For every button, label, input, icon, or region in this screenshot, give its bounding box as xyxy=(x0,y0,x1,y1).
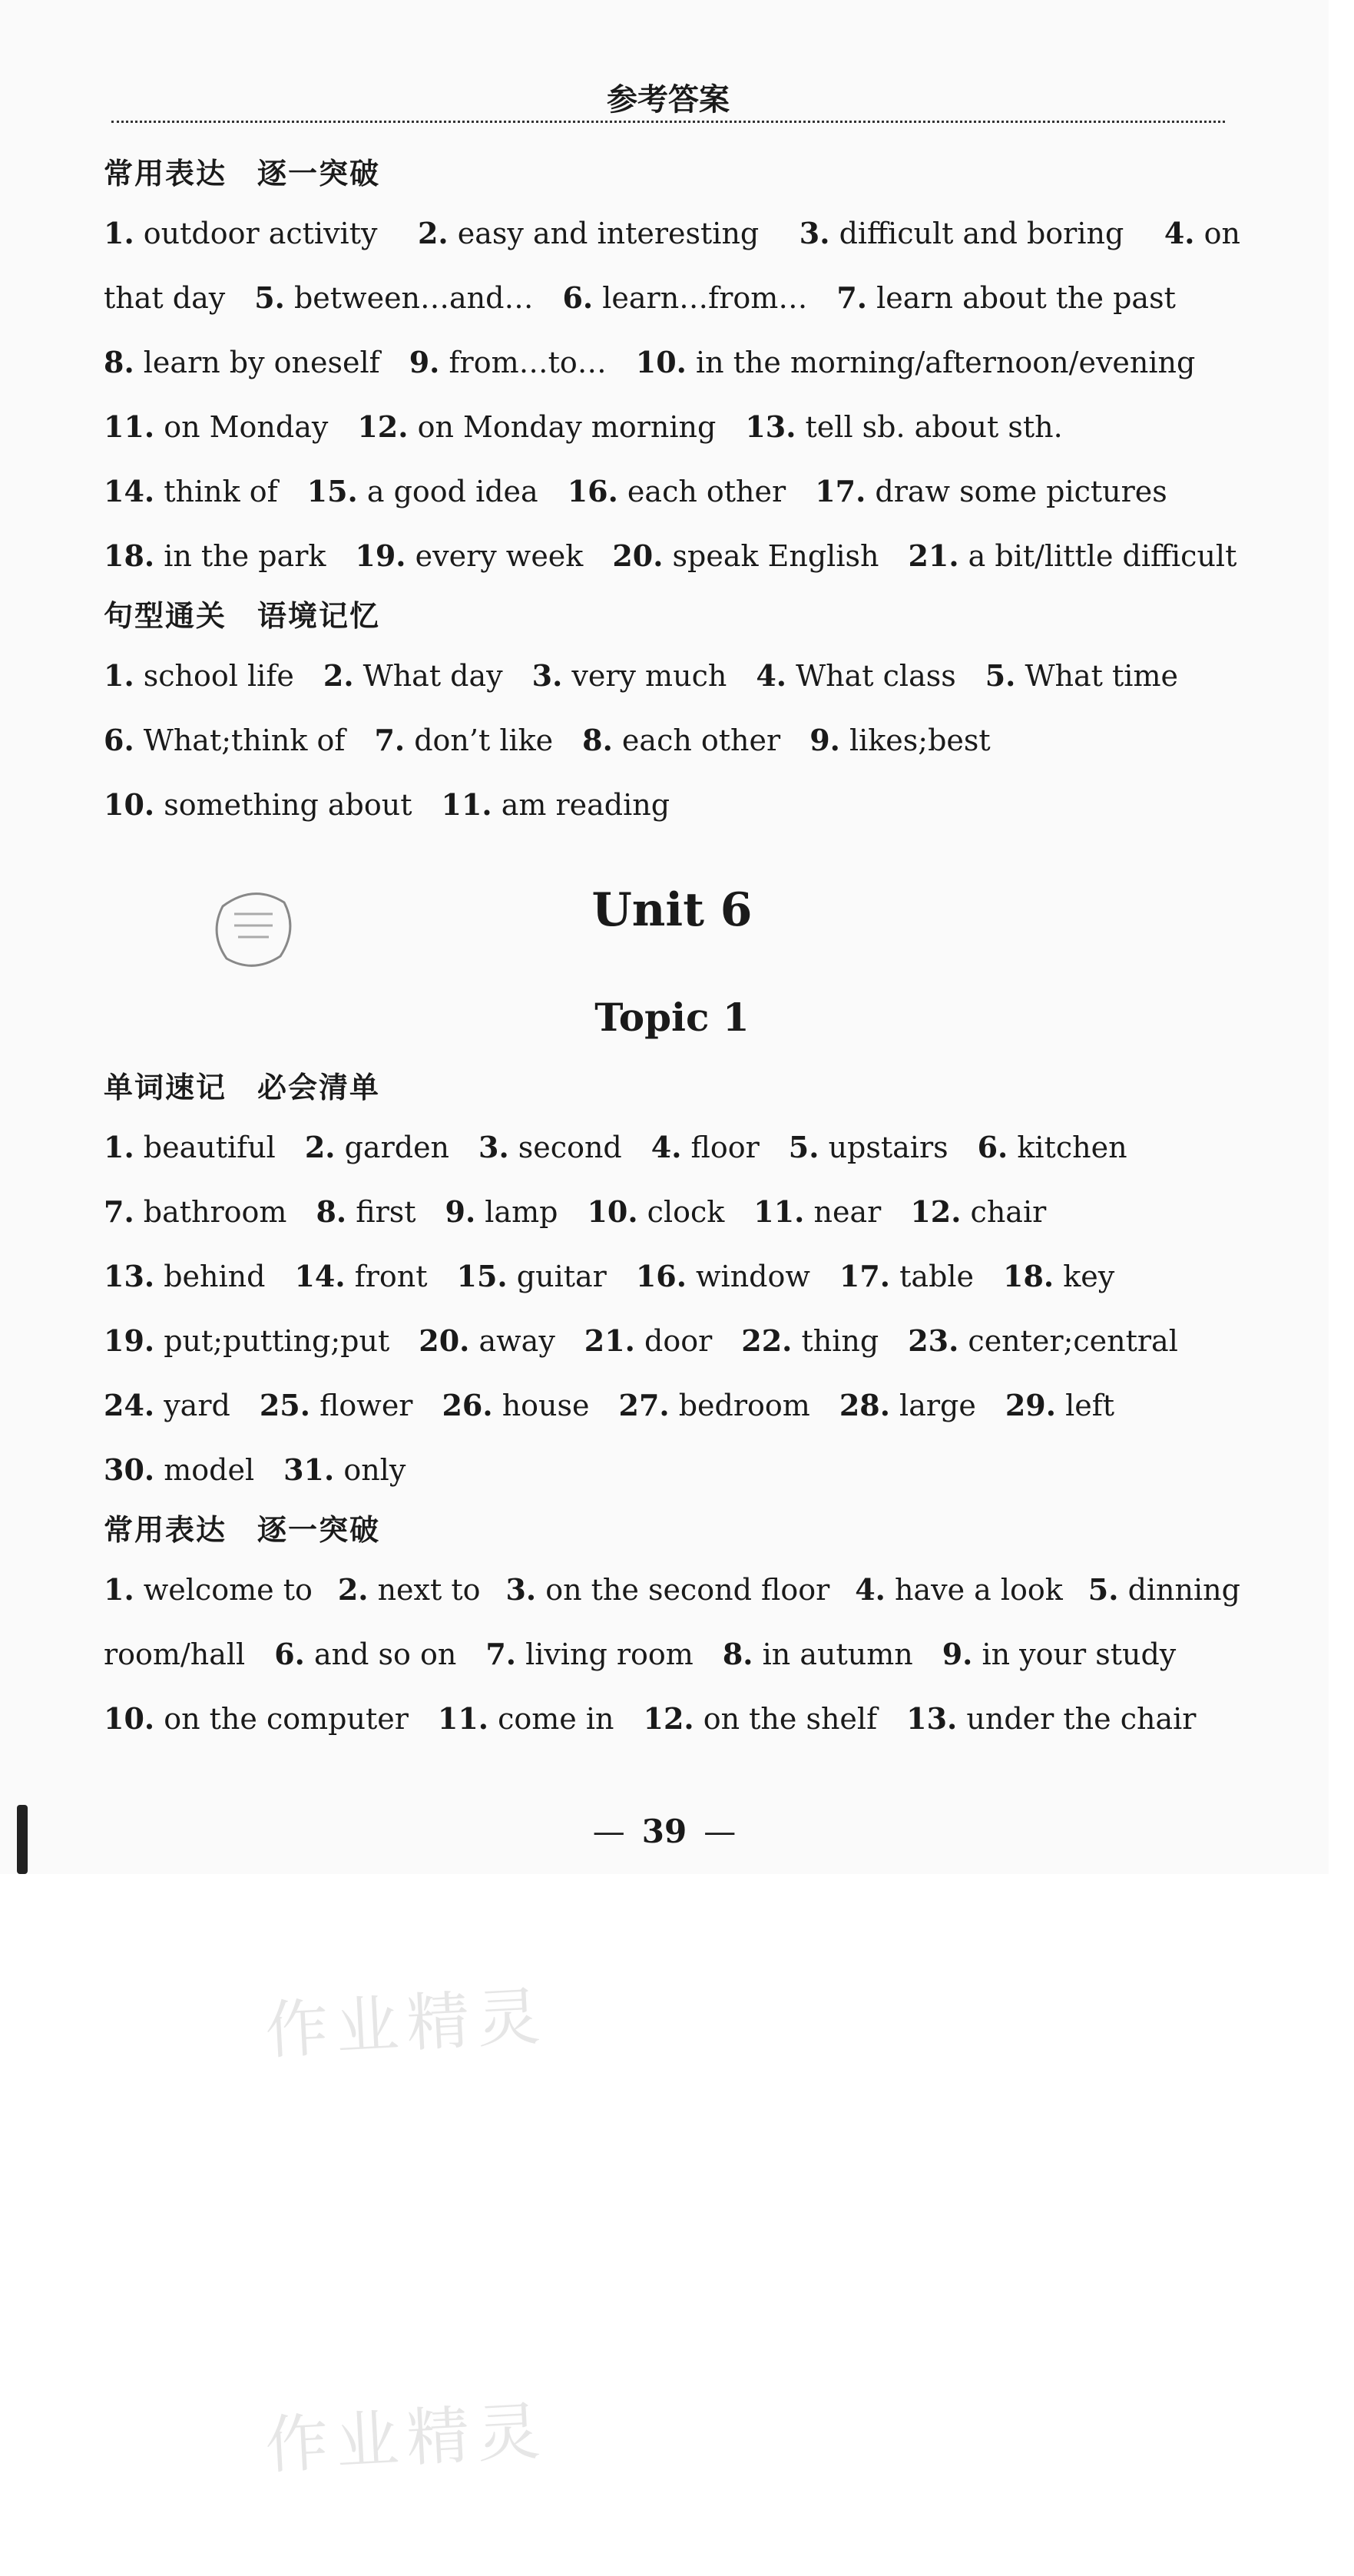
answer-item xyxy=(104,410,328,444)
answer-item xyxy=(985,659,1178,693)
answer-item xyxy=(438,1702,614,1736)
answer-item xyxy=(582,723,780,757)
answer-text: clock xyxy=(647,1195,725,1229)
answer-number: 27. xyxy=(618,1388,670,1422)
answer-text: kitchen xyxy=(1017,1131,1127,1164)
answer-number: 12. xyxy=(910,1194,962,1229)
answer-number: 31. xyxy=(283,1452,335,1487)
answer-text: from…to… xyxy=(449,346,607,379)
answer-number: 7. xyxy=(485,1637,516,1671)
answer-number: 4. xyxy=(855,1572,886,1607)
answer-item xyxy=(568,475,786,508)
answer-item xyxy=(809,723,990,757)
answer-text: under the chair xyxy=(966,1702,1197,1736)
answer-item xyxy=(104,1702,409,1736)
answer-text: upstairs xyxy=(828,1131,948,1164)
answer-text: that day xyxy=(104,281,226,315)
answer-text: bedroom xyxy=(678,1389,810,1422)
stamp-logo-icon xyxy=(207,883,300,975)
answer-text: front xyxy=(354,1260,428,1293)
answer-number: 20. xyxy=(419,1323,470,1358)
answer-text: table xyxy=(899,1260,975,1293)
answer-item xyxy=(104,723,345,757)
answer-item xyxy=(836,281,1176,315)
answer-line xyxy=(104,395,1240,459)
answer-item xyxy=(651,1131,760,1164)
answer-number: 5. xyxy=(788,1130,819,1164)
answer-number: 24. xyxy=(104,1388,155,1422)
answer-number: 26. xyxy=(442,1388,493,1422)
section-heading: 常用表达 逐一突破 xyxy=(104,157,381,190)
answer-item xyxy=(357,410,716,444)
answer-text: outdoor activity xyxy=(143,217,378,250)
answer-text: first xyxy=(356,1195,416,1229)
answer-text: am reading xyxy=(501,788,670,822)
answer-line xyxy=(104,644,1240,708)
answer-number: 5. xyxy=(985,658,1016,693)
answer-text: door xyxy=(644,1324,713,1358)
answer-text: chair xyxy=(970,1195,1047,1229)
answer-item xyxy=(723,1637,913,1671)
answer-item xyxy=(584,1324,712,1358)
answer-item xyxy=(815,475,1167,508)
answer-number: 12. xyxy=(643,1701,694,1736)
answer-line xyxy=(104,524,1240,588)
answer-number: 19. xyxy=(355,538,406,573)
answer-text: dinning xyxy=(1127,1573,1240,1607)
answer-text: near xyxy=(813,1195,882,1229)
answer-text: put;putting;put xyxy=(164,1324,390,1358)
topic-title: Topic 1 xyxy=(594,995,750,1040)
answer-item xyxy=(254,281,533,315)
answer-text: in your study xyxy=(982,1637,1177,1671)
answer-text: window xyxy=(696,1260,810,1293)
answer-number: 11. xyxy=(104,409,155,444)
answer-text: a good idea xyxy=(366,475,538,508)
answer-text: floor xyxy=(690,1131,760,1164)
answer-item xyxy=(104,1131,276,1164)
answer-number: 2. xyxy=(304,1130,336,1164)
answer-item xyxy=(908,539,1236,573)
answer-number: 2. xyxy=(323,658,354,693)
answer-item xyxy=(419,1324,555,1358)
answer-text: on the second floor xyxy=(545,1573,830,1607)
answer-number: 15. xyxy=(456,1259,508,1293)
block-unit6-topic1 xyxy=(104,1060,1240,1751)
answer-number: 13. xyxy=(104,1259,155,1293)
answer-number: 10. xyxy=(104,787,155,822)
answer-item xyxy=(619,1389,810,1422)
answer-item xyxy=(374,723,553,757)
answer-number: 8. xyxy=(104,345,134,379)
answer-number: 15. xyxy=(306,474,358,508)
answer-item xyxy=(1088,1558,1240,1622)
answer-item xyxy=(741,1324,879,1358)
answer-item xyxy=(910,1195,1046,1229)
answer-item xyxy=(294,1260,427,1293)
answer-item xyxy=(1164,201,1240,266)
answer-number: 19. xyxy=(104,1323,155,1358)
answer-item xyxy=(478,1131,622,1164)
section-heading: 常用表达 逐一突破 xyxy=(104,1513,381,1547)
page-number-value: 39 xyxy=(641,1813,687,1850)
section-heading: 句型通关 语境记忆 xyxy=(104,599,381,633)
answer-item xyxy=(283,1453,406,1487)
answer-number: 10. xyxy=(635,345,687,379)
answer-number: 17. xyxy=(839,1259,891,1293)
answer-number: 8. xyxy=(316,1194,347,1229)
answer-number: 9. xyxy=(942,1637,973,1671)
answer-number: 3. xyxy=(505,1572,537,1607)
answer-item xyxy=(104,659,294,693)
answer-number: 1. xyxy=(104,1572,134,1607)
answer-item xyxy=(745,410,1062,444)
watermark-top: 作业精灵 xyxy=(263,1980,550,2068)
answer-text: thing xyxy=(801,1324,879,1358)
answer-item xyxy=(274,1637,456,1671)
answer-item xyxy=(978,1131,1127,1164)
answer-line xyxy=(104,1438,1240,1502)
answer-item xyxy=(104,346,380,379)
answer-line xyxy=(104,1309,1240,1373)
answer-text: What day xyxy=(363,659,503,693)
answer-number: 6. xyxy=(977,1130,1008,1164)
answer-text: welcome to xyxy=(143,1573,313,1607)
answer-item xyxy=(409,346,607,379)
block-unit5 xyxy=(104,146,1240,837)
answer-item xyxy=(104,539,326,573)
answer-item xyxy=(260,1389,413,1422)
answer-text: center;central xyxy=(968,1324,1178,1358)
answer-item xyxy=(485,1637,694,1671)
answer-number: 25. xyxy=(259,1388,310,1422)
answer-number: 16. xyxy=(567,474,618,508)
answer-number: 23. xyxy=(908,1323,959,1358)
answer-item xyxy=(532,659,727,693)
answer-text: guitar xyxy=(516,1260,607,1293)
answer-item xyxy=(445,1195,558,1229)
answer-text: difficult and boring xyxy=(839,217,1124,250)
answer-number: 1. xyxy=(104,658,134,693)
answer-text: easy and interesting xyxy=(457,217,760,250)
answer-text: on the shelf xyxy=(703,1702,878,1736)
answer-number: 13. xyxy=(745,409,796,444)
answer-number: 11. xyxy=(753,1194,805,1229)
answer-text: something about xyxy=(164,788,412,822)
answer-number: 9. xyxy=(809,723,840,757)
answer-text: house xyxy=(502,1389,590,1422)
answer-item xyxy=(636,1260,810,1293)
answer-text: lamp xyxy=(485,1195,558,1229)
answer-number: 18. xyxy=(1003,1259,1054,1293)
answer-text: in the morning/afternoon/evening xyxy=(695,346,1196,379)
answer-text: each other xyxy=(621,723,781,757)
answer-item xyxy=(104,1558,313,1622)
answer-text: every week xyxy=(415,539,584,573)
answer-text: learn by oneself xyxy=(143,346,380,379)
answer-item xyxy=(906,1702,1196,1736)
answer-number: 2. xyxy=(337,1572,369,1607)
answer-number: 2. xyxy=(417,216,449,250)
answer-number: 21. xyxy=(584,1323,635,1358)
answer-number: 5. xyxy=(254,280,285,315)
page-number-dash-left: — xyxy=(592,1813,625,1850)
answer-text: What;think of xyxy=(143,723,346,757)
answer-number: 4. xyxy=(756,658,786,693)
answer-number: 11. xyxy=(441,787,492,822)
answer-text: on xyxy=(1203,217,1240,250)
section-heading: 单词速记 必会清单 xyxy=(104,1071,381,1104)
answer-number: 21. xyxy=(908,538,959,573)
answer-item xyxy=(457,1260,607,1293)
answer-text: living room xyxy=(525,1637,694,1671)
answer-number: 8. xyxy=(722,1637,753,1671)
watermark-bottom: 作业精灵 xyxy=(263,2395,550,2483)
answer-item xyxy=(756,659,955,693)
page-number-dash-right: — xyxy=(703,1813,737,1850)
answer-number: 29. xyxy=(1005,1388,1056,1422)
answer-text: key xyxy=(1063,1260,1115,1293)
answer-item xyxy=(612,539,879,573)
answer-item xyxy=(104,1389,230,1422)
answer-text: a bit/little difficult xyxy=(968,539,1237,573)
answer-text: don’t like xyxy=(414,723,554,757)
answer-item xyxy=(644,1702,878,1736)
answer-text: away xyxy=(478,1324,555,1358)
answer-number: 3. xyxy=(799,216,830,250)
answer-number: 4. xyxy=(1164,216,1195,250)
page-number xyxy=(0,1813,1329,1850)
answer-item xyxy=(942,1637,1177,1671)
answer-item xyxy=(305,1131,449,1164)
answer-item xyxy=(839,1389,976,1422)
answer-number: 6. xyxy=(274,1637,305,1671)
answer-number: 9. xyxy=(445,1194,476,1229)
answer-number: 20. xyxy=(612,538,664,573)
answer-number: 16. xyxy=(635,1259,687,1293)
answer-item xyxy=(442,788,670,822)
answer-text: What class xyxy=(796,659,956,693)
answer-text: in autumn xyxy=(762,1637,913,1671)
answer-number: 14. xyxy=(104,474,155,508)
answer-item xyxy=(418,201,759,266)
answer-text: learn about the past xyxy=(876,281,1176,315)
answer-text: garden xyxy=(344,1131,450,1164)
answer-number: 3. xyxy=(531,658,563,693)
answer-item xyxy=(307,475,538,508)
unit-title: Unit 6 xyxy=(591,883,753,937)
answer-text: speak English xyxy=(672,539,879,573)
answer-line xyxy=(104,1558,1240,1622)
answer-number: 5. xyxy=(1088,1572,1119,1607)
answer-text: large xyxy=(899,1389,976,1422)
answer-item xyxy=(104,788,412,822)
answer-number: 18. xyxy=(104,538,155,573)
answer-text: each other xyxy=(627,475,786,508)
answer-number: 13. xyxy=(906,1701,958,1736)
answer-line xyxy=(104,1687,1240,1751)
answer-text: beautiful xyxy=(143,1131,276,1164)
answer-number: 12. xyxy=(357,409,409,444)
answer-text: on the computer xyxy=(164,1702,409,1736)
answer-line xyxy=(104,330,1240,395)
scan-edge-mark xyxy=(17,1805,28,1874)
answer-text: behind xyxy=(164,1260,266,1293)
answer-text: very much xyxy=(571,659,727,693)
answer-text: room/hall xyxy=(104,1637,246,1671)
answer-item xyxy=(104,1324,389,1358)
answer-text: think of xyxy=(164,475,278,508)
answer-number: 1. xyxy=(104,1130,134,1164)
answer-text: have a look xyxy=(894,1573,1063,1607)
answer-item xyxy=(562,281,807,315)
answer-number: 1. xyxy=(104,216,134,250)
answer-number: 7. xyxy=(104,1194,134,1229)
header-rule xyxy=(111,121,1225,123)
running-head: 参考答案 xyxy=(607,81,730,118)
answer-item xyxy=(908,1324,1178,1358)
answer-text: next to xyxy=(377,1573,481,1607)
answer-line xyxy=(104,773,1240,837)
answer-text: model xyxy=(164,1453,255,1487)
answer-number: 4. xyxy=(651,1130,682,1164)
answer-item xyxy=(323,659,503,693)
answer-text: on Monday morning xyxy=(417,410,717,444)
answer-item xyxy=(104,281,225,315)
answer-number: 28. xyxy=(839,1388,890,1422)
answer-item xyxy=(104,475,278,508)
answer-line xyxy=(104,201,1240,266)
answer-number: 6. xyxy=(562,280,594,315)
answer-line xyxy=(104,459,1240,524)
answer-number: 9. xyxy=(409,345,440,379)
answer-number: 30. xyxy=(104,1452,155,1487)
answer-number: 14. xyxy=(294,1259,346,1293)
answer-text: bathroom xyxy=(143,1195,287,1229)
answer-text: school life xyxy=(143,659,294,693)
answer-item xyxy=(1005,1389,1114,1422)
answer-item xyxy=(316,1195,415,1229)
answer-text: in the park xyxy=(164,539,326,573)
answer-text: flower xyxy=(319,1389,413,1422)
answer-number: 6. xyxy=(104,723,134,757)
answer-item xyxy=(104,1260,265,1293)
answer-line xyxy=(104,1622,1240,1687)
answer-item xyxy=(636,346,1196,379)
answer-line xyxy=(104,1180,1240,1244)
answer-item xyxy=(104,1637,245,1671)
answer-item xyxy=(799,201,1124,266)
answer-item xyxy=(587,1195,724,1229)
answer-text: What time xyxy=(1025,659,1178,693)
answer-line xyxy=(104,708,1240,773)
answer-number: 3. xyxy=(478,1130,509,1164)
answer-text: second xyxy=(518,1131,622,1164)
answer-text: yard xyxy=(164,1389,230,1422)
answer-item xyxy=(855,1558,1063,1622)
answer-item xyxy=(338,1558,481,1622)
answer-item xyxy=(355,539,583,573)
answer-item xyxy=(505,1558,829,1622)
answer-number: 17. xyxy=(815,474,866,508)
answer-text: tell sb. about sth. xyxy=(805,410,1063,444)
answer-number: 7. xyxy=(836,280,867,315)
answer-text: on Monday xyxy=(164,410,329,444)
answer-text: between…and… xyxy=(293,281,534,315)
answer-number: 22. xyxy=(741,1323,793,1358)
answer-number: 10. xyxy=(587,1194,638,1229)
answer-text: and so on xyxy=(313,1637,457,1671)
answer-text: come in xyxy=(498,1702,614,1736)
answer-line xyxy=(104,266,1240,330)
answer-number: 7. xyxy=(374,723,406,757)
answer-line xyxy=(104,1373,1240,1438)
answer-item xyxy=(789,1131,948,1164)
answer-text: learn…from… xyxy=(602,281,808,315)
answer-number: 8. xyxy=(582,723,613,757)
answer-text: left xyxy=(1065,1389,1115,1422)
answer-line xyxy=(104,1115,1240,1180)
answer-number: 11. xyxy=(437,1701,489,1736)
answer-item xyxy=(104,201,377,266)
answer-text: draw some pictures xyxy=(875,475,1167,508)
answer-line xyxy=(104,1244,1240,1309)
answer-text: only xyxy=(343,1453,406,1487)
answer-item xyxy=(753,1195,881,1229)
answer-item xyxy=(1003,1260,1114,1293)
answer-number: 10. xyxy=(104,1701,155,1736)
answer-item xyxy=(104,1195,286,1229)
answer-item xyxy=(104,1453,254,1487)
answer-item xyxy=(839,1260,974,1293)
answer-text: likes;best xyxy=(849,723,991,757)
answer-item xyxy=(442,1389,589,1422)
